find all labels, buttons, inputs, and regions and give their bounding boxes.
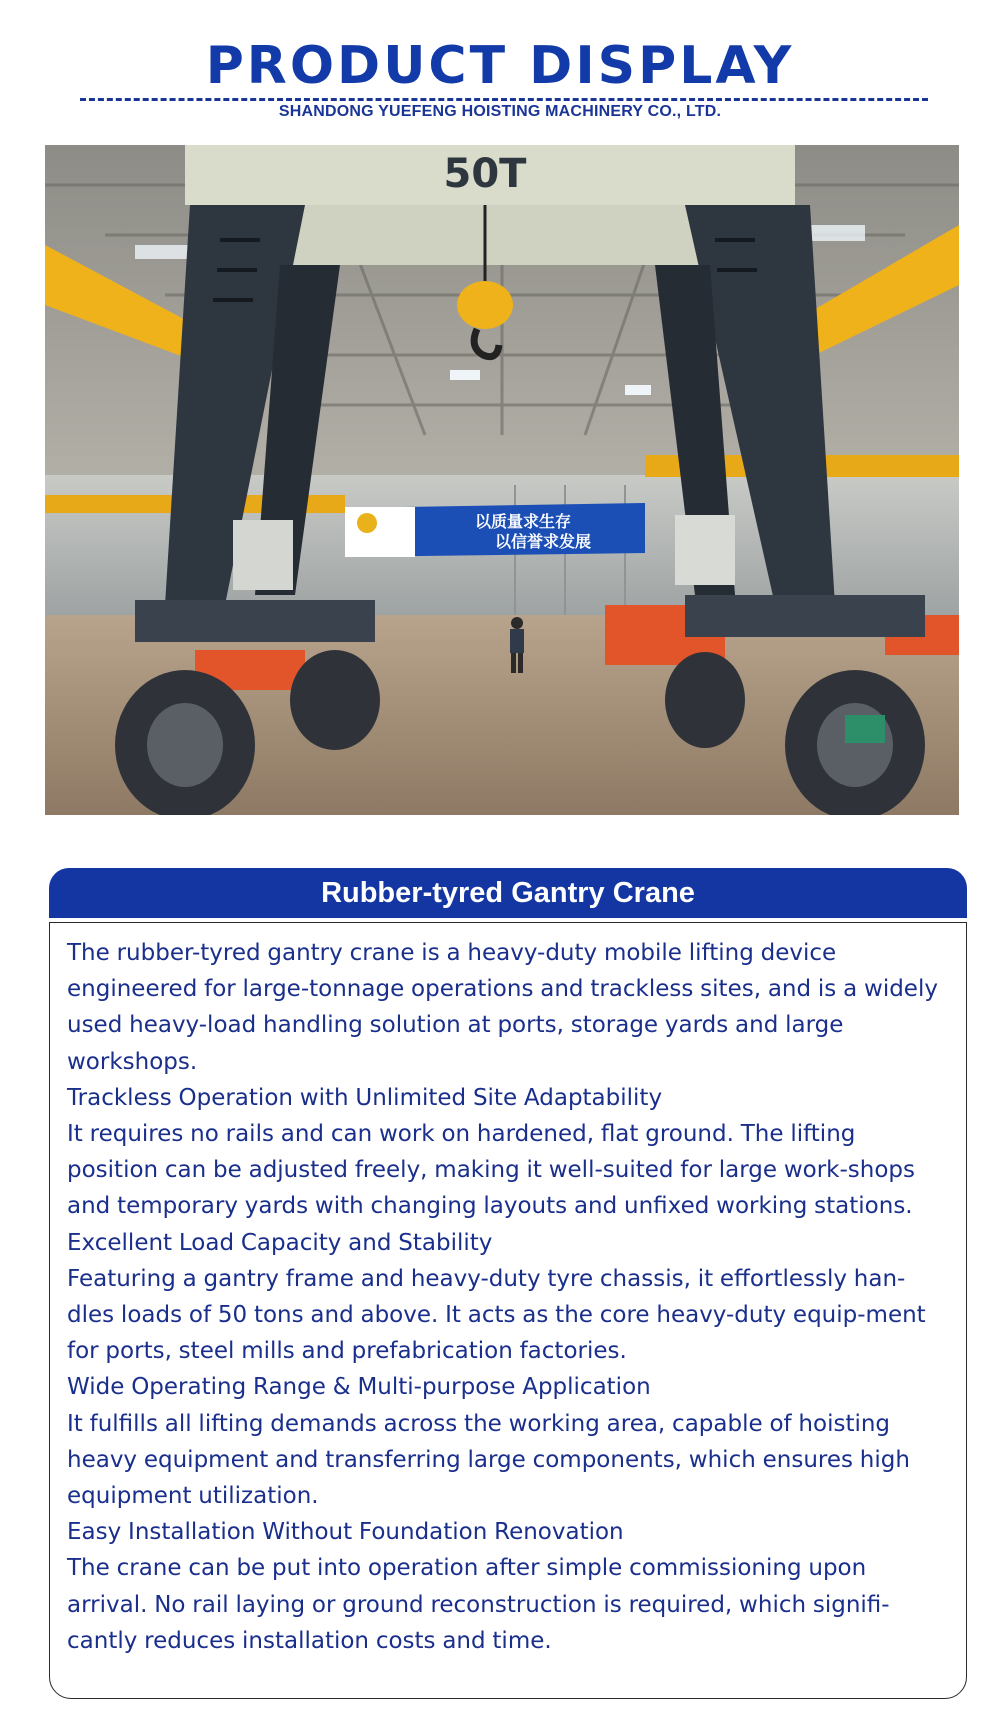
capacity-label: 50T	[443, 151, 527, 197]
page-header	[0, 0, 1000, 140]
right-sill-beam	[685, 595, 925, 637]
product-description	[49, 922, 967, 1699]
banner-logo-panel	[345, 507, 415, 557]
banner-line-2: 以信誉求发展	[495, 532, 592, 551]
left-cabinet	[233, 520, 293, 590]
drive-motor	[845, 715, 885, 743]
paragraph-operating-range: It fulfills all lifting demands across the working area, capable of hoisting heavy equipment and transferring large components, which ensures high equipment utilization.	[67, 1410, 910, 1510]
lower-beam	[275, 205, 725, 265]
page-title: PRODUCT DISPLAY	[205, 36, 795, 96]
title-divider	[80, 98, 928, 101]
hook-block	[457, 281, 513, 329]
company-name: SHANDONG YUEFENG HOISTING MACHINERY CO., LTD.	[278, 103, 722, 120]
paragraph-easy-installation: The crane can be put into operation after simple commissioning upon arrival. No rail laying or ground reconstruction is required, which signifi-cantly reduces installation costs and time.	[67, 1555, 890, 1654]
product-photo	[45, 145, 959, 815]
gantry-crane-illustration	[45, 145, 959, 815]
heading-load-capacity: Excellent Load Capacity and Stability	[67, 1229, 493, 1256]
banner-line-1: 以质量求生存	[475, 512, 572, 531]
heading-operating-range: Wide Operating Range & Multi-purpose Application	[67, 1374, 651, 1401]
heading-trackless-operation: Trackless Operation with Unlimited Site Adaptability	[67, 1084, 663, 1111]
paragraph-intro: The rubber-tyred gantry crane is a heavy-duty mobile lifting device engineered for large-tonnage operations and trackless sites, and is a widely used heavy-load handling solution at ports, storage yards and large workshops.	[67, 940, 938, 1075]
banner-mascot-icon	[357, 513, 377, 533]
paragraph-load-capacity: Featuring a gantry frame and heavy-duty tyre chassis, it effortlessly han-dles loads of 50 tons and above. It acts as the core heavy-duty equip-ment for ports, steel mills and prefabrication factories.	[67, 1265, 926, 1365]
left-sill-beam	[135, 600, 375, 642]
paragraph-trackless-operation: It requires no rails and can work on hardened, flat ground. The lifting position can be adjusted freely, making it well-suited for large work-shops and temporary yards with changing layouts and unfixed working stations.	[67, 1121, 915, 1220]
heading-easy-installation: Easy Installation Without Foundation Renovation	[67, 1519, 624, 1546]
control-cabinet	[675, 515, 735, 585]
product-name-header: Rubber-tyred Gantry Crane	[49, 868, 967, 918]
